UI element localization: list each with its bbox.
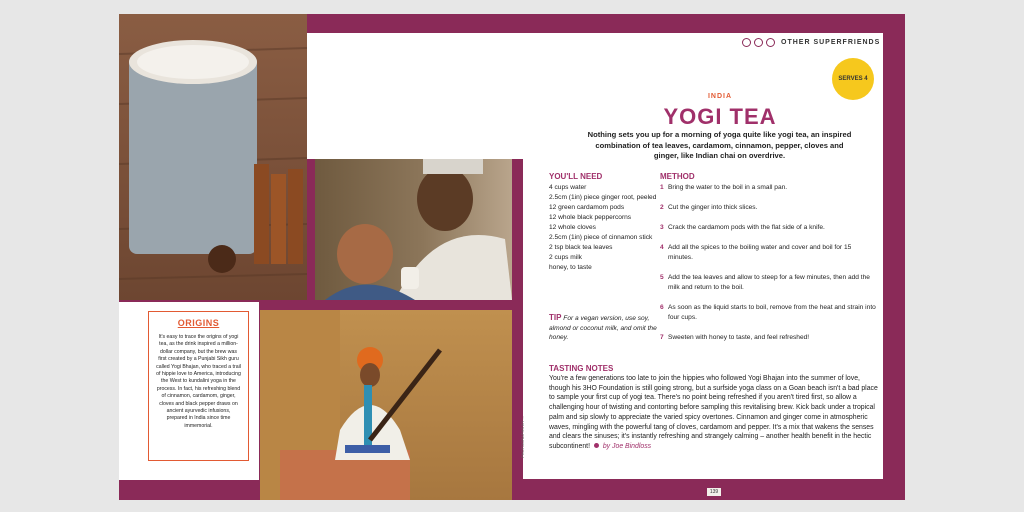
seedling-icon: [754, 38, 763, 47]
serves-badge: SERVES 4: [832, 58, 874, 100]
boy-drinking-tea-photo: [315, 159, 512, 300]
method-steps: [660, 183, 878, 343]
method-heading: METHOD: [660, 172, 695, 181]
ingredient-item: 4 cups water: [549, 184, 587, 191]
step-text: Sweeten with honey to taste, and feel refreshed!: [668, 334, 810, 341]
bullet-icon: [594, 443, 599, 448]
section-label: OTHER SUPERFRIENDS: [781, 39, 881, 46]
ingredients-heading: YOU'LL NEED: [549, 172, 603, 181]
milk-tea-cup-photo: [119, 14, 307, 300]
globe-icon: [742, 38, 751, 47]
ingredient-item: 2.5cm (1in) piece of cinnamon stick: [549, 234, 653, 241]
step-text: Add all the spices to the boiling water and cover and boil for 15 minutes.: [668, 244, 852, 261]
tasting-text: You're a few generations too late to join the hippies who followed Yogi Bhajan into the summer of love, though his 3HO Foundation is still going strong, but a surfside yoga class on a Goan beach isn't a bad place to sample your first cup of yogi tea. There's no point being refreshed if you aren't tired first, so allow a challenging hour of twisting and contorting before sampling this revitalising brew. Kick back under a tropical palm and sip slowly to appreciate the varied spicy overtones. Cinnamon and ginger come in atmospheric waves, mingling with the powerful tang of cloves, cardamom and pepper. It's a mix that wakens the senses and clears the sinuses; it's instantly refreshing and strangely calming – another health benefit in the hectic subcontinent!: [549, 375, 878, 450]
step-number: 1: [660, 184, 664, 191]
step-number: 6: [660, 304, 664, 311]
method-step: [660, 203, 878, 213]
method-step: [660, 303, 878, 323]
ingredients-list: [549, 183, 657, 273]
page-number: 139: [707, 488, 721, 496]
tip-label: TIP: [549, 313, 562, 322]
byline: by Joe Bindloss: [602, 442, 652, 450]
origins-title: ORIGINS: [177, 318, 220, 328]
origins-text: It's easy to trace the origins of yogi tea, as the drink inspired a million-dollar company, but the brew was first created by a Punjabi Sikh guru called Yogi Bhajan, who traced a trail of hippie love to America, introducing the West to kundalini yoga in the process. In fact, his refreshing blend of cinnamon, cardamom, ginger, cloves and black pepper draws on ancient ayurvedic infusions, prepared in India since time immemorial.: [156, 334, 241, 429]
ingredient-item: honey, to taste: [549, 264, 592, 271]
recipe-region: INDIA: [707, 93, 733, 100]
step-text: Crack the cardamom pods with the flat side of a knife.: [668, 224, 825, 231]
step-text: Cut the ginger into thick slices.: [668, 204, 758, 211]
ingredient-item: 2 cups milk: [549, 254, 582, 261]
step-number: 3: [660, 224, 664, 231]
tasting-heading: TASTING NOTES: [549, 364, 614, 373]
step-number: 2: [660, 204, 664, 211]
ingredient-item: 12 whole black peppercorns: [549, 214, 632, 221]
method-section: [660, 172, 878, 343]
origins-sidebar: [148, 311, 249, 461]
tip-text: For a vegan version, use soy, almond or coconut milk, and omit the honey.: [549, 315, 657, 342]
ingredient-item: 2.5cm (1in) piece ginger root, peeled: [549, 194, 657, 201]
method-step: [660, 243, 878, 263]
method-step: [660, 183, 878, 193]
photo-credit-caption: PHOTOGRAPHS BY ...: [520, 416, 525, 458]
step-text: Bring the water to the boil in a small pan.: [668, 184, 788, 191]
method-step: [660, 223, 878, 233]
ingredients-section: [549, 172, 657, 273]
step-number: 4: [660, 244, 664, 251]
section-header: [742, 38, 880, 47]
recipe-intro: Nothing sets you up for a morning of yoga quite like yogi tea, an inspired combination of tea leaves, cardamom, cinnamon, pepper, cloves and ginger, like Indian chai on overdrive.: [587, 130, 852, 160]
ingredient-item: 12 whole cloves: [549, 224, 596, 231]
ingredient-item: 2 tsp black tea leaves: [549, 244, 613, 251]
step-text: Add the tea leaves and allow to steep for a few minutes, then add the milk and return to the boil.: [668, 274, 870, 291]
tip-section: [549, 313, 659, 343]
tasting-notes-section: [549, 364, 879, 452]
method-step: [660, 333, 878, 343]
step-number: 7: [660, 334, 664, 341]
method-step: [660, 273, 878, 293]
leaf-icon: [766, 38, 775, 47]
step-text: As soon as the liquid starts to boil, remove from the heat and strain into four cups.: [668, 304, 876, 321]
ingredient-item: 12 green cardamom pods: [549, 204, 625, 211]
recipe-title: YOGI TEA: [663, 104, 777, 129]
step-number: 5: [660, 274, 664, 281]
street-musician-photo: [260, 310, 512, 500]
